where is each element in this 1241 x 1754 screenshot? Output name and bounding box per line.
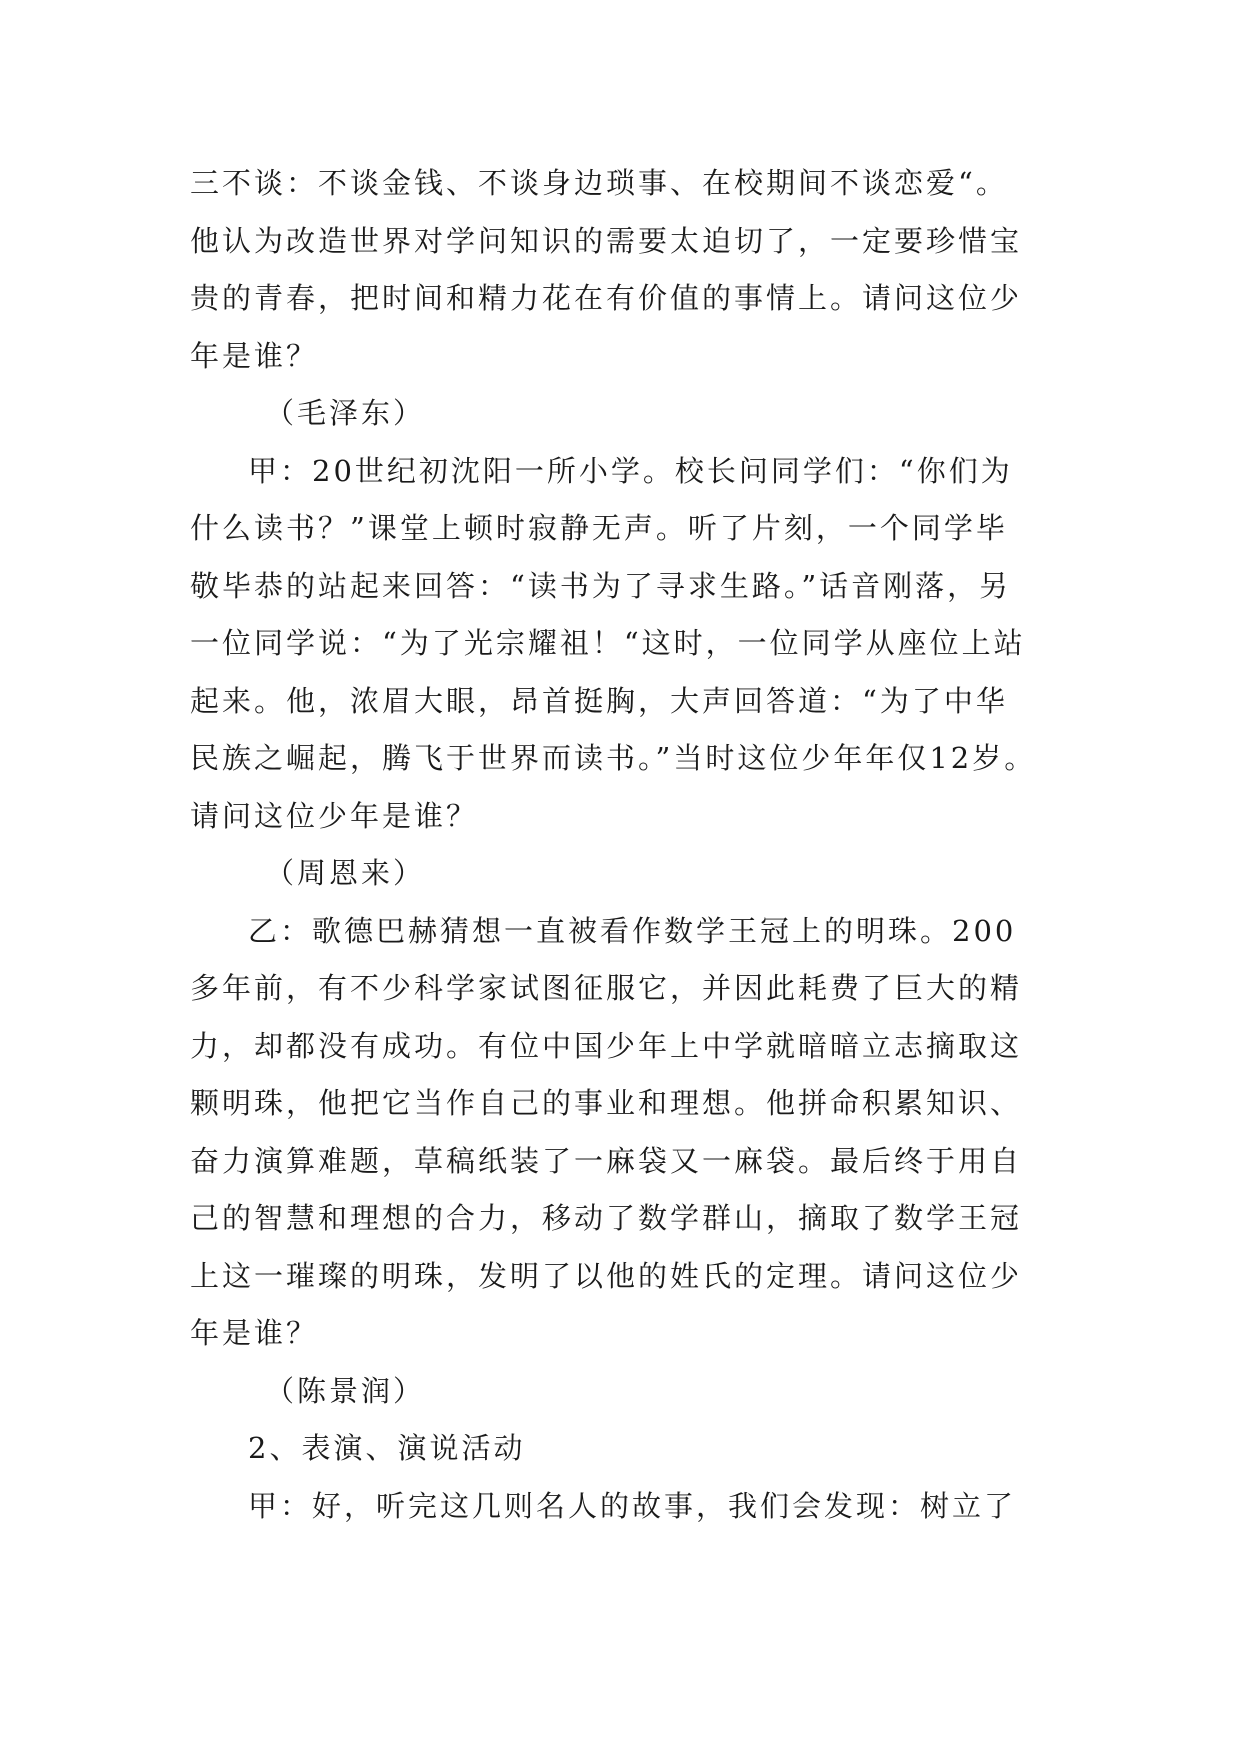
text-line: 年是谁？	[190, 1316, 319, 1350]
text-line: 什么读书？”课堂上顿时寂静无声。听了片刻，一个同学毕	[190, 511, 1008, 545]
text-line: 颗明珠，他把它当作自己的事业和理想。他拼命积累知识、	[190, 1086, 1023, 1120]
text-line: 贵的青春，把时间和精力花在有价值的事情上。请问这位少	[190, 281, 1023, 315]
text-line: 2、表演、演说活动	[248, 1431, 526, 1465]
text-line: 三不谈：不谈金钱、不谈身边琐事、在校期间不谈恋爱“。	[190, 166, 1008, 200]
body-text	[190, 155, 1070, 1535]
text-line: 年是谁？	[190, 338, 319, 373]
text-line: 多年前，有不少科学家试图征服它，并因此耗费了巨大的精	[190, 971, 1023, 1005]
text-line: 乙：歌德巴赫猜想一直被看作数学王冠上的明珠。200	[248, 913, 1017, 948]
text-line: 起来。他，浓眉大眼，昂首挺胸，大声回答道：“为了中华	[190, 683, 1008, 718]
text-line: 甲：好，听完这几则名人的故事，我们会发现：树立了	[248, 1488, 1017, 1523]
text-line: 民族之崛起，腾飞于世界而读书。”当时这位少年年仅12岁。	[190, 741, 1037, 775]
text-line: 一位同学说：“为了光宗耀祖！“这时，一位同学从座位上站	[190, 626, 1026, 660]
answer-line: （陈景润）	[265, 1373, 426, 1408]
text-line: 奋力演算难题，草稿纸装了一麻袋又一麻袋。最后终于用自	[190, 1143, 1023, 1178]
text-line: 上这一璀璨的明珠，发明了以他的姓氏的定理。请问这位少	[190, 1258, 1023, 1293]
answer-line: （毛泽东）	[265, 396, 426, 430]
text-line: 他认为改造世界对学问知识的需要太迫切了，一定要珍惜宝	[190, 223, 1023, 258]
text-line: 力，却都没有成功。有位中国少年上中学就暗暗立志摘取这	[190, 1028, 1023, 1063]
text-line: 己的智慧和理想的合力，移动了数学群山，摘取了数学王冠	[190, 1201, 1023, 1235]
text-line: 请问这位少年是谁？	[190, 798, 479, 833]
answer-line: （周恩来）	[265, 856, 426, 890]
text-line: 甲：20世纪初沈阳一所小学。校长问同学们：“你们为	[248, 453, 1013, 488]
text-line: 敬毕恭的站起来回答：“读书为了寻求生路。”话音刚落，另	[190, 568, 1012, 603]
